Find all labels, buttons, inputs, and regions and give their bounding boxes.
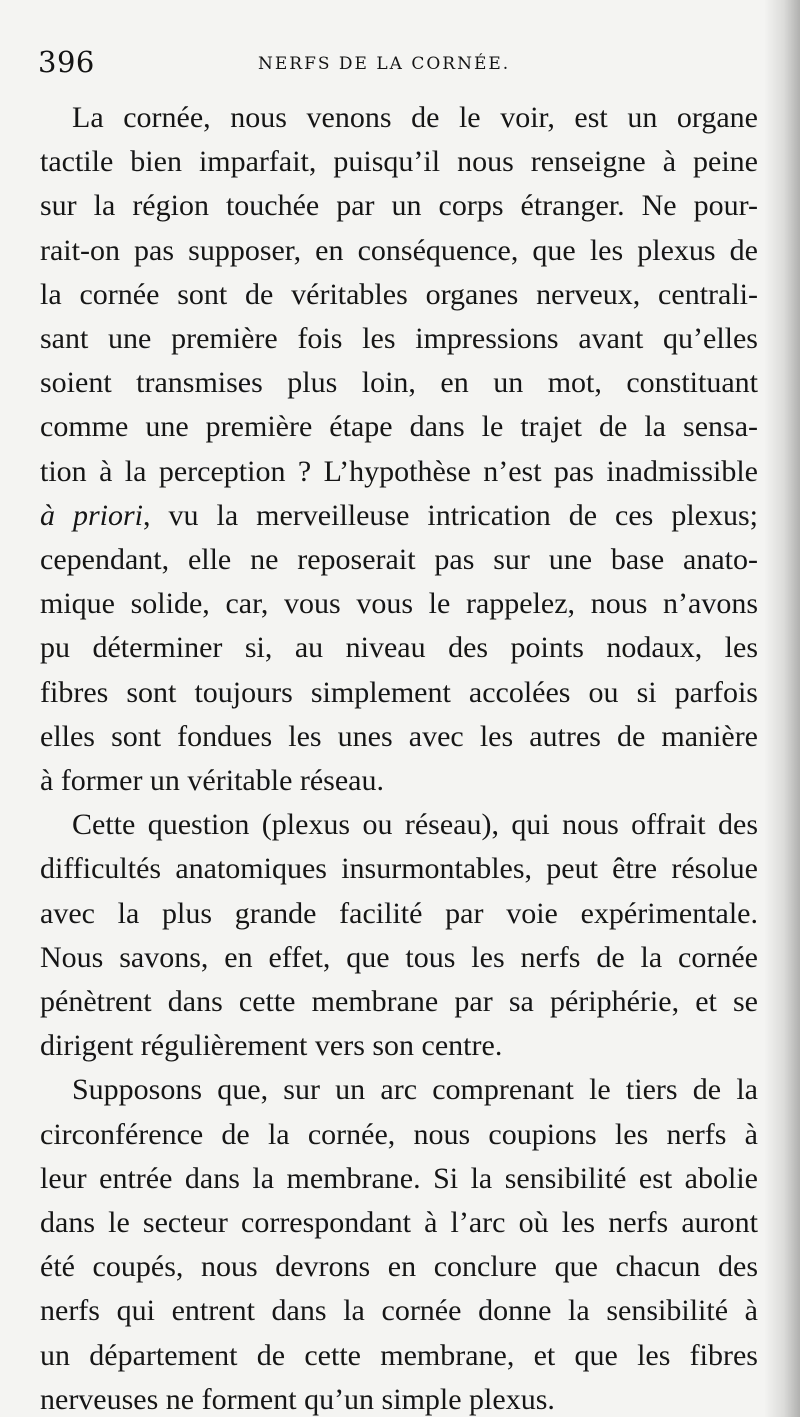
text-line: comme une première étape dans le trajet de la sensa- <box>40 410 758 444</box>
text-line: elles sont fondues les unes avec les autres de manière <box>40 719 758 753</box>
text-line: nerfs qui entrent dans la cornée donne la sensibilité à <box>40 1294 758 1328</box>
text-line: un département de cette membrane, et que les fibres <box>40 1338 758 1372</box>
text-line: fibres sont toujours simplement accolées ou si parfois <box>40 675 758 709</box>
text-line: avec la plus grande facilité par voie expérimentale. <box>40 896 758 930</box>
text-line: pénètrent dans cette membrane par sa périphérie, et se <box>40 985 758 1019</box>
text-line: circonférence de la cornée, nous coupions les nerfs à <box>40 1117 758 1151</box>
text-line: Supposons que, sur un arc comprenant le tiers de la <box>72 1073 758 1107</box>
body-text <box>40 96 758 1417</box>
text-line: sant une première fois les impressions avant qu’elles <box>40 322 758 356</box>
text-line: à priori, vu la merveilleuse intrication de ces plexus; <box>40 498 758 532</box>
page-number: 396 <box>38 45 95 79</box>
text-line: mique solide, car, vous vous le rappelez, nous n’avons <box>40 587 758 621</box>
text-line: dirigent régulièrement vers son centre. <box>40 1029 503 1063</box>
text-line: cependant, elle ne reposerait pas sur une base anato- <box>40 543 758 577</box>
text-line: difficultés anatomiques insurmontables, peut être résolue <box>40 852 758 886</box>
text-line: rait-on pas supposer, en conséquence, que les plexus de <box>40 233 758 267</box>
text-line: soient transmises plus loin, en un mot, constituant <box>40 366 758 400</box>
text-line: Nous savons, en effet, que tous les nerfs de la cornée <box>40 940 758 974</box>
text-line: nerveuses ne forment qu’un simple plexus. <box>40 1382 555 1416</box>
italic-phrase: à priori <box>40 498 144 532</box>
text-line: tion à la perception ? L’hypothèse n’est pas inadmissible <box>40 454 758 488</box>
page-header <box>38 44 758 84</box>
text-line: la cornée sont de véritables organes nerveux, centrali- <box>40 277 758 311</box>
text-line: leur entrée dans la membrane. Si la sensibilité est abolie <box>40 1161 758 1195</box>
text-line: tactile bien imparfait, puisqu’il nous renseigne à peine <box>40 145 758 179</box>
text-line: Cette question (plexus ou réseau), qui nous offrait des <box>72 808 758 842</box>
text-line: été coupés, nous devrons en conclure que chacun des <box>40 1250 758 1284</box>
paragraph-3 <box>40 1068 758 1417</box>
running-head: NERFS DE LA CORNÉE. <box>258 54 511 74</box>
text-line: pu déterminer si, au niveau des points nodaux, les <box>40 631 758 665</box>
paragraph-1 <box>40 96 758 803</box>
text-line: dans le secteur correspondant à l’arc où les nerfs auront <box>40 1206 758 1240</box>
text-line: La cornée, nous venons de le voir, est un organe <box>72 101 758 134</box>
paragraph-2 <box>40 803 758 1068</box>
text-line: sur la région touchée par un corps étranger. Ne pour- <box>40 189 758 223</box>
text-line: à former un véritable réseau. <box>40 764 384 798</box>
page-edge-shadow <box>764 0 800 1417</box>
